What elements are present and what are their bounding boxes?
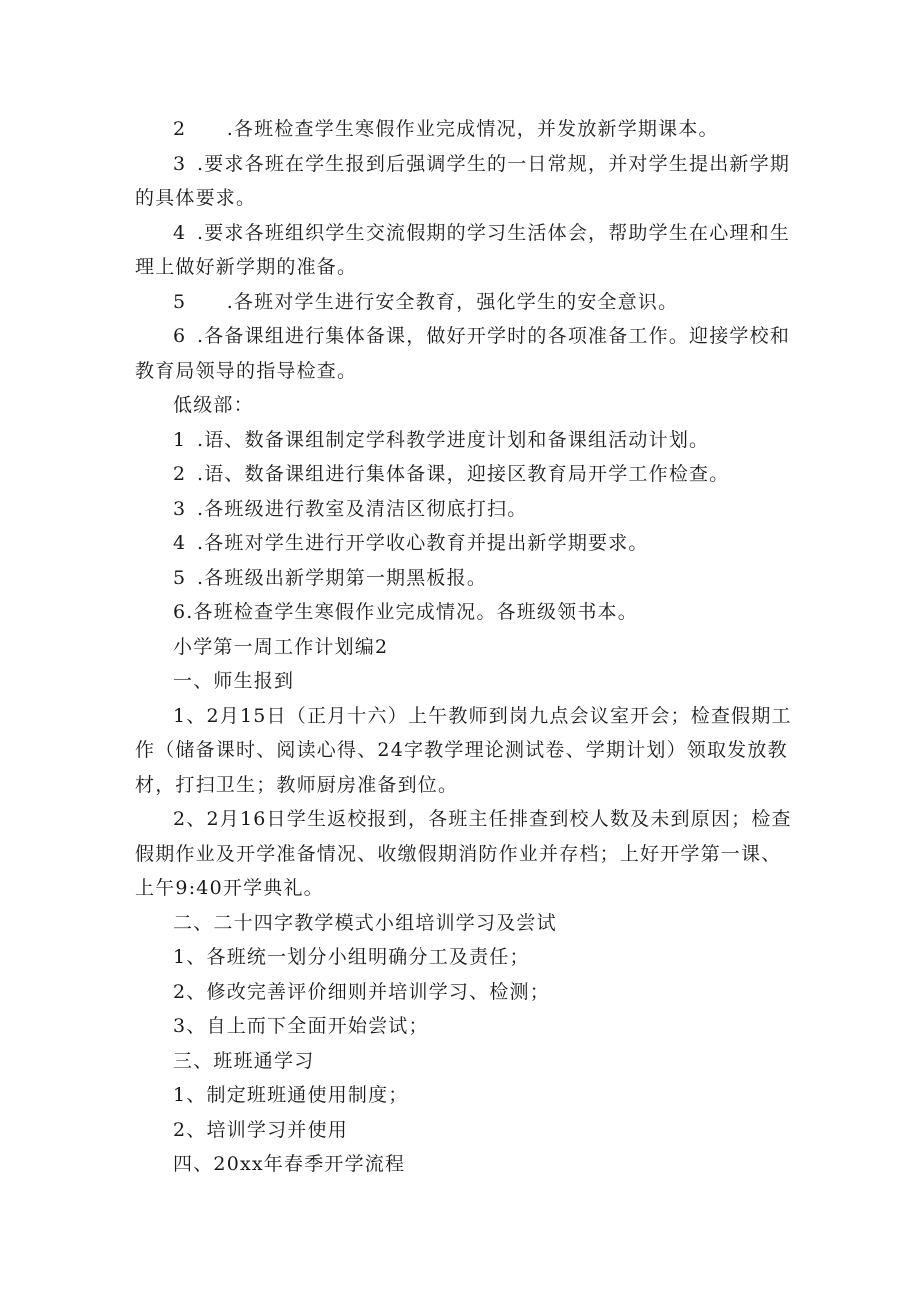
paragraph-17: 1、制定班班通使用制度；	[173, 1084, 409, 1106]
paragraph-13: 2、2月16日学生返校报到，各班主任排查到校人数及未到原因；检查假期作业及开学准备情况、收缴假期消防作业并存档；上好开学第一课、上午9:40开学典礼。	[135, 808, 792, 899]
paragraph-16: 3、自上而下全面开始尝试；	[173, 1015, 429, 1037]
section-heading-1: 一、师生报到	[173, 670, 295, 692]
document-subtitle: 小学第一周工作计划编2	[173, 635, 389, 658]
section-heading-junior: 低级部：	[173, 394, 254, 416]
paragraph-7: 2 .语、数备课组进行集体备课，迎接区教育局开学工作检查。	[173, 463, 730, 485]
paragraph-11: 6.各班检查学生寒假作业完成情况。各班级领书本。	[173, 601, 638, 623]
paragraph-15: 2、修改完善评价细则并培训学习、检测；	[173, 980, 550, 1003]
paragraph-10: 5 .各班级出新学期第一期黑板报。	[173, 566, 488, 589]
document-body	[135, 112, 795, 1182]
section-heading-4: 四、20xx年春季开学流程	[173, 1153, 406, 1175]
paragraph-14: 1、各班统一划分小组明确分工及责任；	[173, 946, 530, 968]
paragraph-9: 4 .各班对学生进行开学收心教育并提出新学期要求。	[173, 532, 649, 554]
paragraph-8: 3 .各班级进行教室及清洁区彻底打扫。	[173, 497, 528, 520]
section-heading-2: 二、二十四字教学模式小组培训学习及尝试	[173, 911, 557, 934]
paragraph-5: 6 .各备课组进行集体备课，做好开学时的各项准备工作。迎接学校和教育局领导的指导检查。	[135, 325, 791, 382]
paragraph-12: 1、2月15日（正月十六）上午教师到岗九点会议室开会；检查假期工作（储备课时、阅读心得、24字教学理论测试卷、学期计划）领取发放教材，打扫卫生；教师厨房准备到位。	[135, 704, 792, 796]
paragraph-3: 4 .要求各班组织学生交流假期的学习生活体会，帮助学生在心理和生理上做好新学期的准备。	[135, 221, 791, 278]
paragraph-2: 3 .要求各班在学生报到后强调学生的一日常规，并对学生提出新学期的具体要求。	[135, 152, 791, 209]
paragraph-4: 5 .各班对学生进行安全教育，强化学生的安全意识。	[173, 290, 679, 313]
paragraph-1: 2 .各班检查学生寒假作业完成情况，并发放新学期课本。	[173, 118, 719, 140]
paragraph-6: 1 .语、数备课组制定学科教学进度计划和备课组活动计划。	[173, 428, 710, 451]
section-heading-3: 三、班班通学习	[173, 1049, 315, 1072]
paragraph-18: 2、培训学习并使用	[173, 1118, 348, 1141]
